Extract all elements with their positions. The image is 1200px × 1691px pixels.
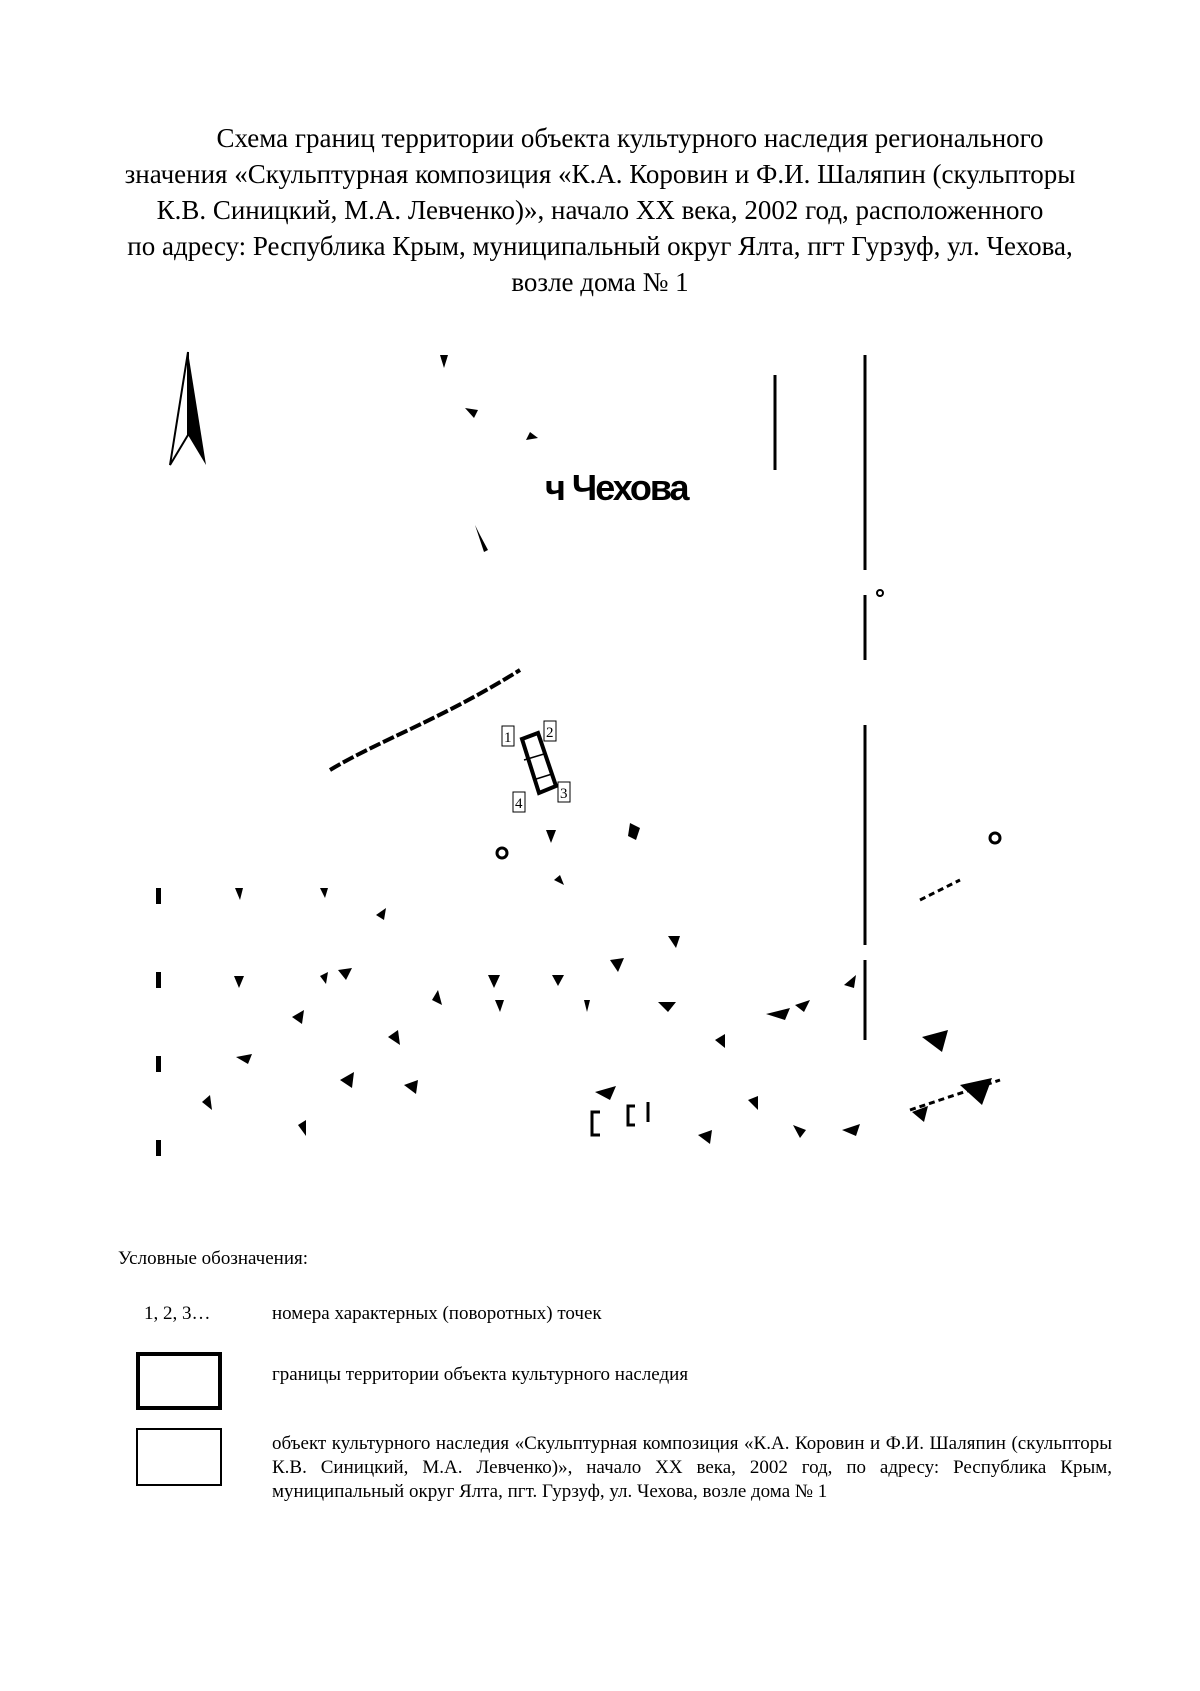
tree-icon	[595, 1086, 616, 1100]
point-label-4	[513, 792, 525, 812]
tree-icon	[235, 888, 243, 900]
tree-icon	[546, 830, 556, 843]
legend-boundary-swatch	[136, 1352, 222, 1410]
tree-icon	[554, 875, 564, 885]
tree-icon	[552, 975, 564, 986]
tree-icon	[320, 888, 328, 898]
legend-object-swatch	[136, 1428, 222, 1486]
tree-icon	[376, 908, 386, 920]
tree-icon	[298, 1120, 306, 1136]
map-canvas	[140, 340, 1100, 1250]
tree-icon	[156, 972, 161, 988]
title-line-1: Схема границ территории объекта культурного наследия регионального	[216, 123, 1044, 153]
heritage-boundary	[522, 733, 556, 793]
tree-icon	[610, 958, 624, 972]
tree-icon	[202, 1095, 212, 1110]
tree-icon	[320, 972, 328, 984]
tree-icon	[658, 1002, 676, 1012]
tree-icon	[440, 355, 448, 368]
boundary-map	[140, 340, 1100, 1250]
tree-icon	[922, 1030, 948, 1052]
north-arrow-icon	[170, 352, 206, 465]
tree-icon	[748, 1096, 758, 1110]
title-line-3: К.В. Синицкий, М.А. Левченко)», начало XX века, 2002 год, расположенного	[156, 195, 1044, 225]
tree-icon	[340, 1072, 354, 1088]
tree-icon	[990, 833, 1000, 843]
svg-text:4: 4	[515, 796, 523, 812]
legend-numbers-text: номера характерных (поворотных) точек	[272, 1303, 602, 1324]
tree-icon	[475, 525, 488, 552]
tree-icon	[156, 1140, 161, 1156]
fence-fragments	[592, 1102, 648, 1135]
tree-icon	[584, 1000, 590, 1012]
tree-icon	[766, 1008, 790, 1020]
tree-icon	[715, 1034, 725, 1048]
legend-boundary-text: границы территории объекта культурного наследия	[272, 1364, 689, 1385]
tree-icon	[292, 1010, 304, 1024]
tree-icon	[404, 1080, 418, 1094]
point-label-1	[502, 726, 514, 746]
tree-icon	[698, 1130, 712, 1144]
tree-icon	[497, 848, 507, 858]
point-label-2	[544, 721, 556, 741]
tree-icon	[668, 936, 680, 948]
point-label-3	[558, 782, 570, 802]
street-label: ч Чехова	[545, 467, 688, 508]
tree-icon	[388, 1030, 400, 1045]
tree-icon	[156, 1056, 161, 1072]
svg-text:3: 3	[560, 786, 568, 802]
tree-icon	[338, 968, 352, 980]
tree-icon	[628, 823, 640, 840]
tree-icon	[844, 975, 856, 988]
tree-icon	[465, 408, 478, 418]
tree-icon	[488, 975, 500, 988]
svg-text:2: 2	[546, 725, 554, 741]
tree-icon	[495, 1000, 504, 1012]
tree-icon	[234, 976, 244, 988]
tree-icon	[842, 1124, 860, 1136]
map-title	[100, 120, 1100, 300]
tree-icon	[877, 590, 883, 596]
tree-icon	[526, 432, 538, 440]
title-line-5: возле дома № 1	[511, 267, 689, 297]
title-line-4: по адресу: Республика Крым, муниципальный округ Ялта, пгт Гурзуф, ул. Чехова,	[127, 231, 1073, 261]
svg-text:1: 1	[504, 730, 512, 746]
title-line-2: значения «Скульптурная композиция «К.А. Коровин и Ф.И. Шаляпин (скульпторы	[124, 159, 1076, 189]
tree-icon	[960, 1078, 992, 1105]
tree-icon	[236, 1054, 252, 1064]
legend-numbers-symbol: 1, 2, 3…	[144, 1303, 211, 1324]
tree-icon	[156, 888, 161, 904]
tree-icon	[432, 990, 442, 1005]
tree-icon	[795, 1000, 810, 1012]
tree-icon	[793, 1125, 806, 1138]
legend-object-text: объект культурного наследия «Скульптурная композиция «К.А. Коровин и Ф.И. Шаляпин (скульпторы К.В. Синицкий, М.А. Левченко)», начало XX века, 2002 год, по адресу: Республика Крым, муниципальный округ Ялта, пгт. Гурзуф, ул. Чехова, возле дома № 1	[272, 1433, 1112, 1502]
legend-heading: Условные обозначения:	[118, 1248, 309, 1269]
